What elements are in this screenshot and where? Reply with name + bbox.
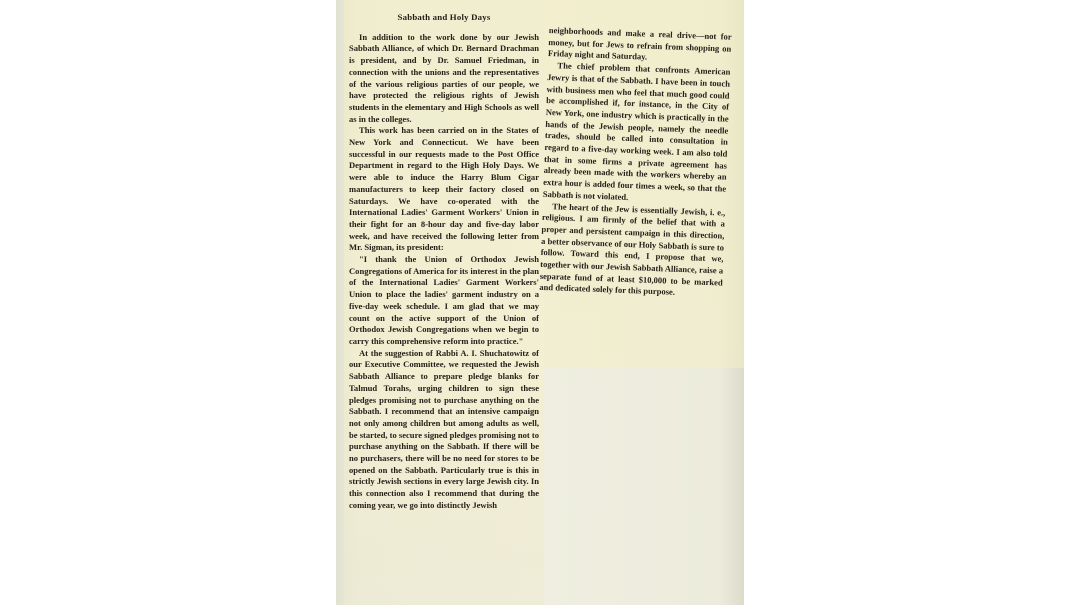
scanned-page <box>336 0 744 605</box>
article-left-column <box>349 12 539 512</box>
paragraph: At the suggestion of Rabbi A. I. Shuchatowitz of our Executive Committee, we requested the Jewish Sabbath Alliance to prepare pledge blanks for Talmud Torahs, urging children to sign these pledges promising not to purchase anything on the Sabbath. I recommend that an intensive campaign not only among children but among adults as well, be started, to secure signed pledges promising not to purchase anything on the Sabbath. If there will be no purchasers, there will be no need for stores to be opened on the Sabbath. Particularly true is this in strictly Jewish sections in every large Jewish city. In this connection also I recommend that during the coming year, we go into distinctly Jewish <box>349 347 539 510</box>
paragraph: This work has been carried on in the States of New York and Connecticut. We have been successful in our requests made to the Post Office Department in regard to the High Holy Days. We were able to induce the Harry Blum Cigar manufacturers to keep their factory closed on Saturdays. We have co-operated with the International Ladies' Garment Workers' Union in their fight for an 8-hour day and five-day labor week, and have received the following letter from Mr. Sigman, its president: <box>349 125 539 253</box>
paragraph: The heart of the Jew is essentially Jewish, i. e., religious. I am firmly of the belief that with a proper and persistent campaign in this direction, a better observance of our Holy Sabbath is sure to follow. Toward this end, I propose that we, together with our Jewish Sabbath Alliance, raise a separate fund of at least $10,000 to be marked and dedicated solely for this purpose. <box>539 200 726 298</box>
quoted-letter: "I thank the Union of Orthodox Jewish Congregations of America for its interest in the plan of the International Ladies' Garment Workers' Union to place the ladies' garment industry on a five-day week schedule. I am glad that we may count on the active support of the Union of Orthodox Jewish Congregations when we begin to carry this comprehensive reform into practice." <box>349 254 539 346</box>
paragraph: In addition to the work done by our Jewish Sabbath Alliance, of which Dr. Bernard Drachman is president, and by Dr. Samuel Friedman, in connection with the unions and the representatives of the various religious parties of our people, we have protected the religious rights of Jewish students in the elementary and High Schools as well as in the colleges. <box>349 31 539 124</box>
paragraph: neighborhoods and make a real drive—not for money, but for Jews to refrain from shopping on Friday night and Saturday. <box>547 25 732 63</box>
article-right-column <box>539 25 732 301</box>
paragraph: The chief problem that confronts American Jewry is that of the Sabbath. I have been in touch with business men who feel that much good could be accomplished if, for instance, in the City of New York, one industry which is practically in the hands of the Jewish people, namely the needle trades, should be called into consultation in regard to a five-day working week. I am also told that in some firms a private agreement has already been made with the workers whereby an extra hour is added four times a week, so that the Sabbath is not violated. <box>542 60 731 202</box>
article-title: Sabbath and Holy Days <box>397 12 491 22</box>
